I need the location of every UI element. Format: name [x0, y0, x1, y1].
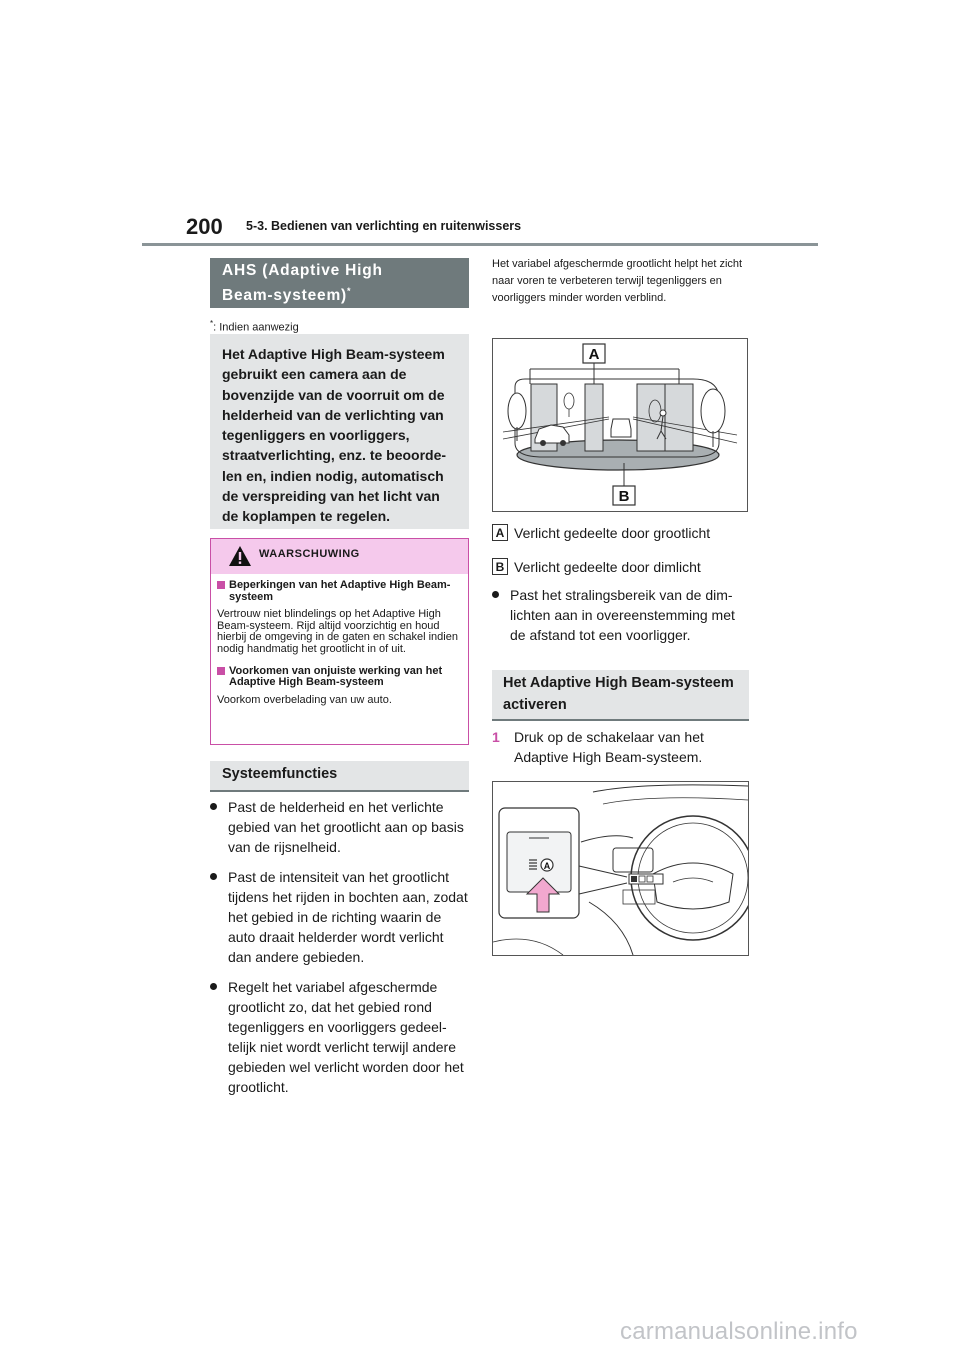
right-bullet-list — [492, 585, 750, 655]
step-number: 1 — [492, 729, 500, 745]
bullet-dot-icon — [210, 873, 217, 880]
right-intro-text: Het variabel afgeschermde grootlicht helpt het zicht naar voren te verbeteren terwijl tegenliggers en voorliggers minder worden verblind. — [492, 258, 743, 305]
ahs-heading-line1: AHS (Adaptive High — [222, 262, 383, 279]
legend-text-a: Verlicht gedeelte door grootlicht — [514, 525, 711, 541]
list-item: Regelt het variabel afgeschermde grootlicht zo, dat het gebied rond tegenliggers en voorliggers gedeel-telijk niet wordt verlicht terwijl andere gebieden wel verlicht worden door het grootlicht. — [210, 977, 470, 1097]
list-item: Past het stralingsbereik van de dim-lichten aan in overeenstemming met de afstand tot een voorligger. — [492, 585, 750, 645]
ahs-intro-box — [210, 334, 469, 529]
warning-header — [211, 539, 468, 574]
switch-illustration — [492, 781, 749, 956]
bullet-dot-icon — [210, 803, 217, 810]
bullet-dot-icon — [210, 983, 217, 990]
step-text: Druk op de schakelaar van het Adaptive High Beam-systeem. — [514, 729, 704, 765]
systeemfuncties-heading: Systeemfuncties — [210, 761, 469, 792]
square-bullet-icon — [217, 667, 225, 675]
warning-item-heading: Beperkingen van het Adaptive High Beam-systeem — [217, 580, 462, 603]
section-breadcrumb: 5-3. Bedienen van verlichting en ruitenwissers — [246, 219, 522, 233]
beam-illustration — [492, 338, 748, 512]
ahs-heading — [210, 258, 469, 308]
switch-illustration-drawing — [493, 782, 748, 955]
footnote — [210, 319, 299, 334]
page-number: 200 — [186, 214, 223, 239]
systeemfuncties-list — [210, 797, 470, 1107]
beam-illustration-drawing — [493, 339, 747, 511]
step-1 — [492, 727, 748, 767]
warning-title: WAARSCHUWING — [259, 548, 360, 560]
figure-label-a: A — [588, 346, 600, 363]
header-divider — [142, 243, 818, 246]
warning-box — [210, 538, 469, 745]
legend-item-b — [492, 558, 748, 576]
legend-key-a: A — [492, 524, 508, 541]
warning-item-text: Voorkom overbelading van uw auto. — [217, 693, 392, 706]
legend-key-b: B — [492, 558, 508, 575]
ahs-intro-text: Het Adaptive High Beam-systeem gebruikt een camera aan de bovenzijde van de voorruit om de helderheid van de verlichting van tegenliggers en voorliggers, straatverlichting, enz. te beoorde-len en, indien nodig, automatisch de verspreiding van het licht van de koplampen te regelen. — [222, 346, 447, 525]
switch-label-a: A — [543, 861, 551, 871]
legend-text-b: Verlicht gedeelte door dimlicht — [514, 559, 701, 575]
activate-heading: Het Adaptive High Beam-systeem activeren — [492, 670, 749, 721]
figure-label-b: B — [618, 488, 630, 505]
square-bullet-icon — [217, 581, 225, 589]
warning-item-heading: Voorkomen van onjuiste werking van het Adaptive High Beam-systeem — [217, 666, 462, 689]
footnote-asterisk: * — [210, 319, 214, 328]
watermark: carmanualsonline.info — [620, 1318, 858, 1345]
legend-item-a — [492, 524, 748, 542]
footnote-text: : Indien aanwezig — [213, 321, 299, 334]
list-item: Past de intensiteit van het grootlicht tijdens het rijden in bochten aan, zodat het gebied in de richting waarin de auto draait helderder wordt verlicht dan andere gebieden. — [210, 867, 470, 967]
ahs-heading-asterisk: * — [347, 286, 352, 296]
bullet-dot-icon — [492, 591, 499, 598]
warning-item-text: Vertrouw niet blindelings op het Adaptive High Beam-systeem. Rijd altijd voorzichtig en houd hierbij de omgeving in de gaten en schakel indien nodig handmatig het grootlicht in of uit. — [217, 608, 458, 655]
list-item: Past de helderheid en het verlichte gebied van het grootlicht aan op basis van de rijsnelheid. — [210, 797, 470, 857]
warning-icon — [228, 545, 252, 567]
ahs-heading-line2: Beam-systeem) — [222, 287, 347, 305]
